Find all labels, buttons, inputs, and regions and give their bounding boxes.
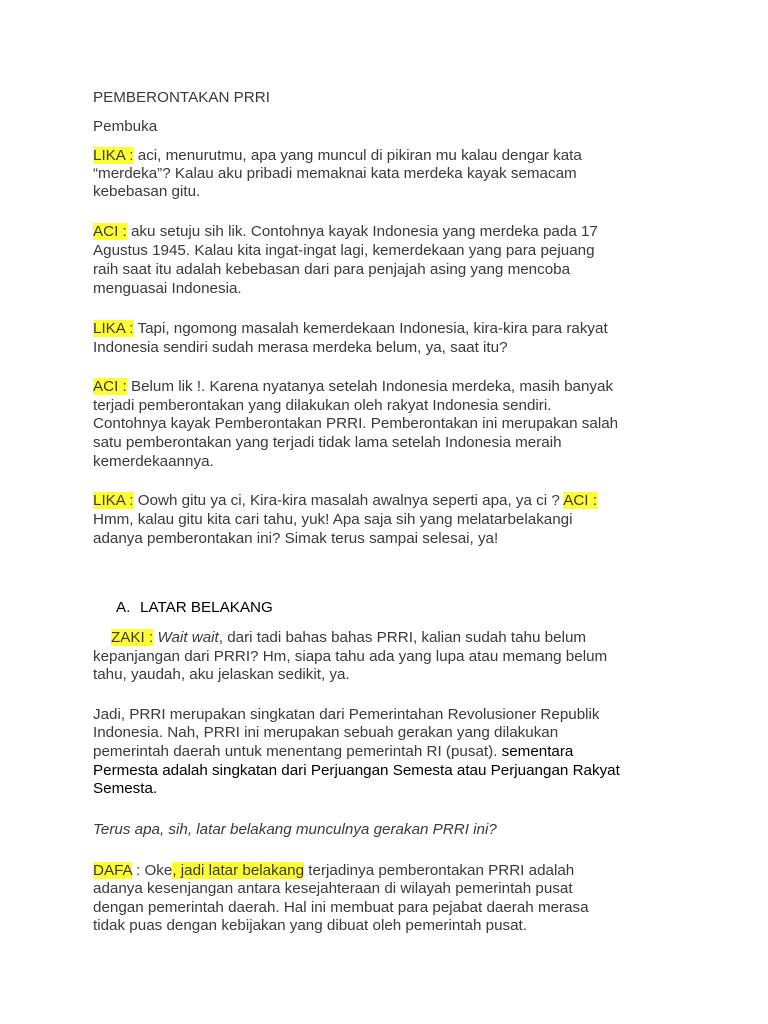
dialogue-line bbox=[111, 629, 586, 647]
dialogue-text: adanya pemberontakan ini? Simak terus sampai selesai, ya! bbox=[93, 530, 499, 547]
dialogue-text: kepanjangan dari PRRI? Hm, siapa tahu ada yang lupa atau memang belum bbox=[93, 648, 608, 665]
dialogue-text: adanya kesenjangan antara kesejahteraan di wilayah pemerintah pusat bbox=[93, 880, 573, 897]
dialogue-text: kemerdekaannya. bbox=[93, 453, 214, 470]
speaker-label: ACI : bbox=[93, 223, 127, 240]
dialogue-text: satu pemberontakan yang terjadi tidak lama setelah Indonesia meraih bbox=[93, 434, 562, 451]
dialogue-text: terjadinya pemberontakan PRRI adalah bbox=[304, 862, 575, 879]
body-text: Semesta. bbox=[93, 780, 158, 797]
dialogue-text: Tapi, ngomong masalah kemerdekaan Indonesia, kira-kira para rakyat bbox=[133, 320, 608, 337]
section-a-marker: A. bbox=[116, 599, 131, 616]
dialogue-text: aku setuju sih lik. Contohnya kayak Indonesia yang merdeka pada 17 bbox=[126, 223, 598, 240]
dialogue-text: dengan pemerintah daerah. Hal ini membuat para pejabat daerah merasa bbox=[93, 899, 589, 916]
body-text: pemerintah daerah untuk menentang pemerintah RI (pusat). bbox=[93, 743, 502, 760]
dialogue-text: , dari tadi bahas bahas PRRI, kalian sudah tahu belum bbox=[218, 629, 587, 646]
dialogue-text: aci, menurutmu, apa yang muncul di pikiran mu kalau dengar kata bbox=[133, 147, 582, 164]
dialogue-text: Belum lik !. Karena nyatanya setelah Indonesia merdeka, masih banyak bbox=[126, 378, 614, 395]
speaker-label: LIKA : bbox=[93, 320, 134, 337]
dialogue-text: tidak puas dengan kebijakan yang dibuat oleh pemerintah pusat. bbox=[93, 917, 528, 934]
body-text: Indonesia. Nah, PRRI ini merupakan sebuah gerakan yang dilakukan bbox=[93, 724, 559, 741]
body-text: Permesta adalah singkatan dari Perjuangan Semesta atau Perjuangan Rakyat bbox=[93, 762, 620, 779]
dialogue-text: tahu, yaudah, aku jelaskan sedikit, ya. bbox=[93, 666, 350, 683]
dialogue-text: terjadi pemberontakan yang dilakukan oleh rakyat Indonesia sendiri. bbox=[93, 397, 552, 414]
speaker-label: ZAKI : bbox=[111, 629, 154, 646]
body-line bbox=[93, 743, 573, 761]
speaker-label: ACI : bbox=[563, 492, 597, 509]
section-a-title: LATAR BELAKANG bbox=[140, 599, 273, 616]
dialogue-text: Agustus 1945. Kalau kita ingat-ingat lagi, kemerdekaan yang para pejuang bbox=[93, 242, 595, 259]
dialogue-line bbox=[93, 320, 608, 338]
section-heading-opening: Pembuka bbox=[93, 118, 158, 135]
dialogue-text: raih saat itu adalah kebebasan dari para penjajah asing yang mencoba bbox=[93, 261, 571, 278]
speaker-label: LIKA : bbox=[93, 147, 134, 164]
dialogue-line bbox=[93, 223, 598, 241]
dialogue-text: menguasai Indonesia. bbox=[93, 280, 242, 297]
dialogue-line bbox=[93, 862, 574, 880]
dialogue-text: “merdeka”? Kalau aku pribadi memaknai kata merdeka kayak semacam bbox=[93, 165, 577, 182]
dialogue-line bbox=[93, 147, 582, 165]
document-title: PEMBERONTAKAN PRRI bbox=[93, 89, 270, 106]
italic-phrase: Wait wait bbox=[157, 629, 219, 646]
dialogue-line bbox=[93, 492, 597, 510]
body-text: sementara bbox=[501, 743, 574, 760]
dialogue-text: Indonesia sendiri sudah merasa merdeka belum, ya, saat itu? bbox=[93, 339, 508, 356]
dialogue-text: : Oke bbox=[131, 862, 173, 879]
dialogue-line bbox=[93, 378, 613, 396]
highlighted-phrase: , jadi latar belakang bbox=[172, 862, 305, 879]
dialogue-text: Hmm, kalau gitu kita cari tahu, yuk! Apa saja sih yang melatarbelakangi bbox=[93, 511, 573, 528]
speaker-label: LIKA : bbox=[93, 492, 134, 509]
dialogue-text: Oowh gitu ya ci, Kira-kira masalah awalnya seperti apa, ya ci ? bbox=[133, 492, 564, 509]
speaker-label: DAFA bbox=[93, 862, 132, 879]
speaker-label: ACI : bbox=[93, 378, 127, 395]
body-text: Jadi, PRRI merupakan singkatan dari Pemerintahan Revolusioner Republik bbox=[93, 706, 600, 723]
dialogue-text: kebebasan gitu. bbox=[93, 183, 201, 200]
dialogue-text: Contohnya kayak Pemberontakan PRRI. Pemberontakan ini merupakan salah bbox=[93, 415, 619, 432]
italic-question: Terus apa, sih, latar belakang munculnya gerakan PRRI ini? bbox=[93, 821, 497, 838]
